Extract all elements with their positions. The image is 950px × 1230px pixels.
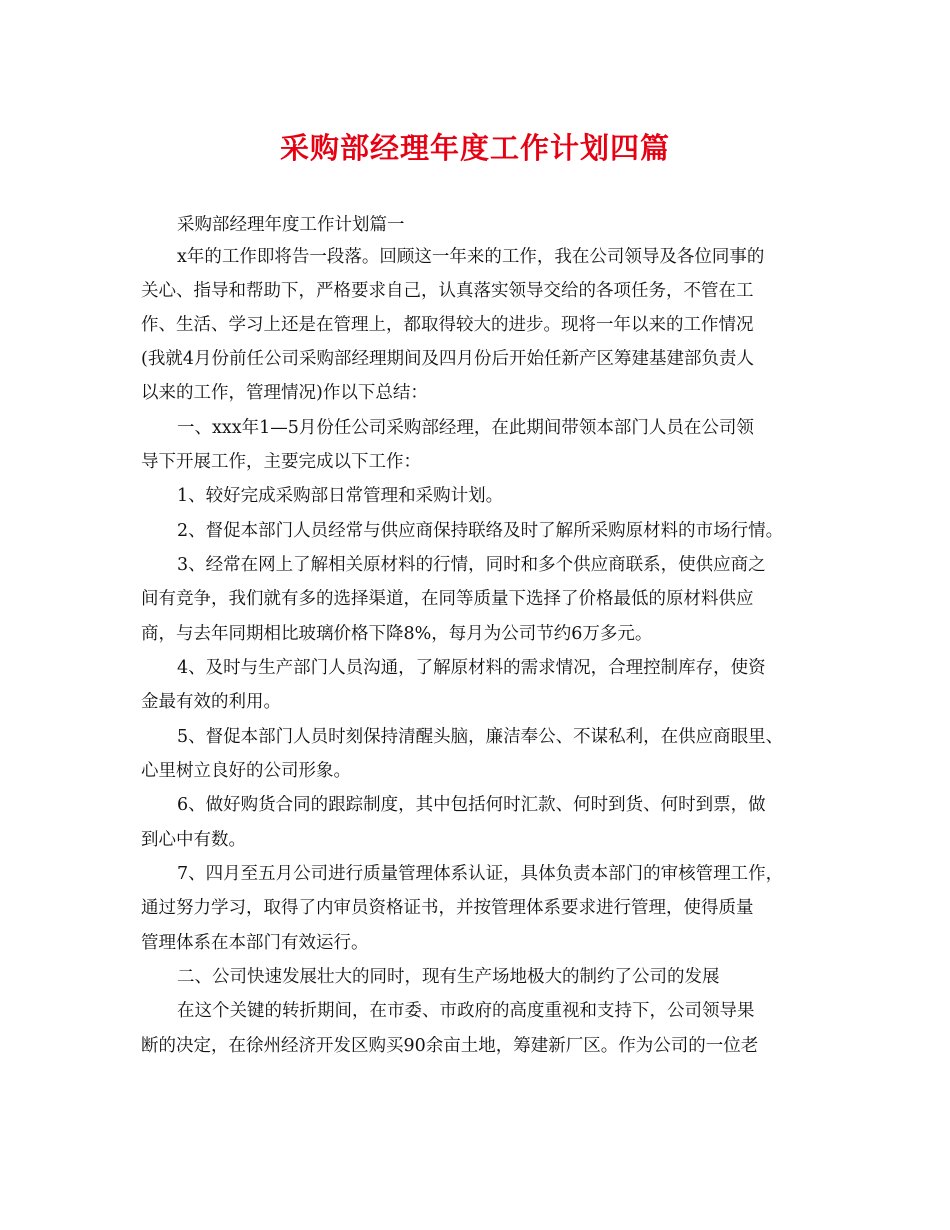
paragraph-line: 3、经常在网上了解相关原材料的行情，同时和多个供应商联系，使供应商之 bbox=[177, 555, 766, 575]
paragraph-line: 6、做好购货合同的跟踪制度，其中包括何时汇款、何时到货、何时到票，做 bbox=[177, 795, 766, 815]
document-title: 采购部经理年度工作计划四篇 bbox=[279, 131, 670, 165]
paragraph-line: 二、公司快速发展壮大的同时，现有生产场地极大的制约了公司的发展 bbox=[177, 967, 720, 987]
paragraph-line: 采购部经理年度工作计划篇一 bbox=[177, 215, 405, 235]
paragraph-line: 通过努力学习，取得了内审员资格证书，并按管理体系要求进行管理，使得质量 bbox=[141, 898, 754, 918]
paragraph-line: 在这个关键的转折期间，在市委、市政府的高度重视和支持下，公司领导果 bbox=[177, 1001, 755, 1021]
paragraph-line: 2、督促本部门人员经常与供应商保持联络及时了解所采购原材料的市场行情。 bbox=[177, 521, 784, 541]
paragraph-line: 7、四月至五月公司进行质量管理体系认证，具体负责本部门的审核管理工作， bbox=[177, 864, 784, 884]
paragraph-line: 一、xxx年1—5月份任公司采购部经理，在此期间带领本部门人员在公司领 bbox=[177, 418, 754, 438]
paragraph-line: 4、及时与生产部门人员沟通，了解原材料的需求情况，合理控制库存，使资 bbox=[177, 658, 766, 678]
paragraph-line: 心里树立良好的公司形象。 bbox=[141, 761, 351, 781]
paragraph-line: 到心中有数。 bbox=[141, 830, 246, 850]
paragraph-line: 1、较好完成采购部日常管理和采购计划。 bbox=[177, 486, 504, 506]
paragraph-line: 管理体系在本部门有效运行。 bbox=[141, 933, 369, 953]
paragraph-line: 5、督促本部门人员时刻保持清醒头脑，廉洁奉公、不谋私利，在供应商眼里、 bbox=[177, 727, 784, 747]
paragraph-line: 金最有效的利用。 bbox=[141, 692, 281, 712]
paragraph-line: 导下开展工作，主要完成以下工作： bbox=[141, 452, 421, 472]
paragraph-line: 关心、指导和帮助下，严格要求自己，认真落实领导交给的各项任务，不管在工 bbox=[141, 281, 754, 301]
paragraph-line: 间有竞争，我们就有多的选择渠道，在同等质量下选择了价格最低的原材料供应 bbox=[141, 589, 754, 609]
paragraph-line: 断的决定，在徐州经济开发区购买90余亩土地，筹建新厂区。作为公司的一位老 bbox=[141, 1036, 759, 1056]
paragraph-line: x年的工作即将告一段落。回顾这一年来的工作，我在公司领导及各位同事的 bbox=[177, 247, 765, 267]
paragraph-line: 商，与去年同期相比玻璃价格下降8%，每月为公司节约6万多元。 bbox=[141, 624, 653, 644]
paragraph-line: 以来的工作，管理情况)作以下总结： bbox=[141, 383, 428, 403]
paragraph-line: (我就4月份前任公司采购部经理期间及四月份后开始任新产区筹建基建部负责人 bbox=[141, 349, 754, 369]
paragraph-line: 作、生活、学习上还是在管理上，都取得较大的进步。现将一年以来的工作情况 bbox=[141, 315, 754, 335]
